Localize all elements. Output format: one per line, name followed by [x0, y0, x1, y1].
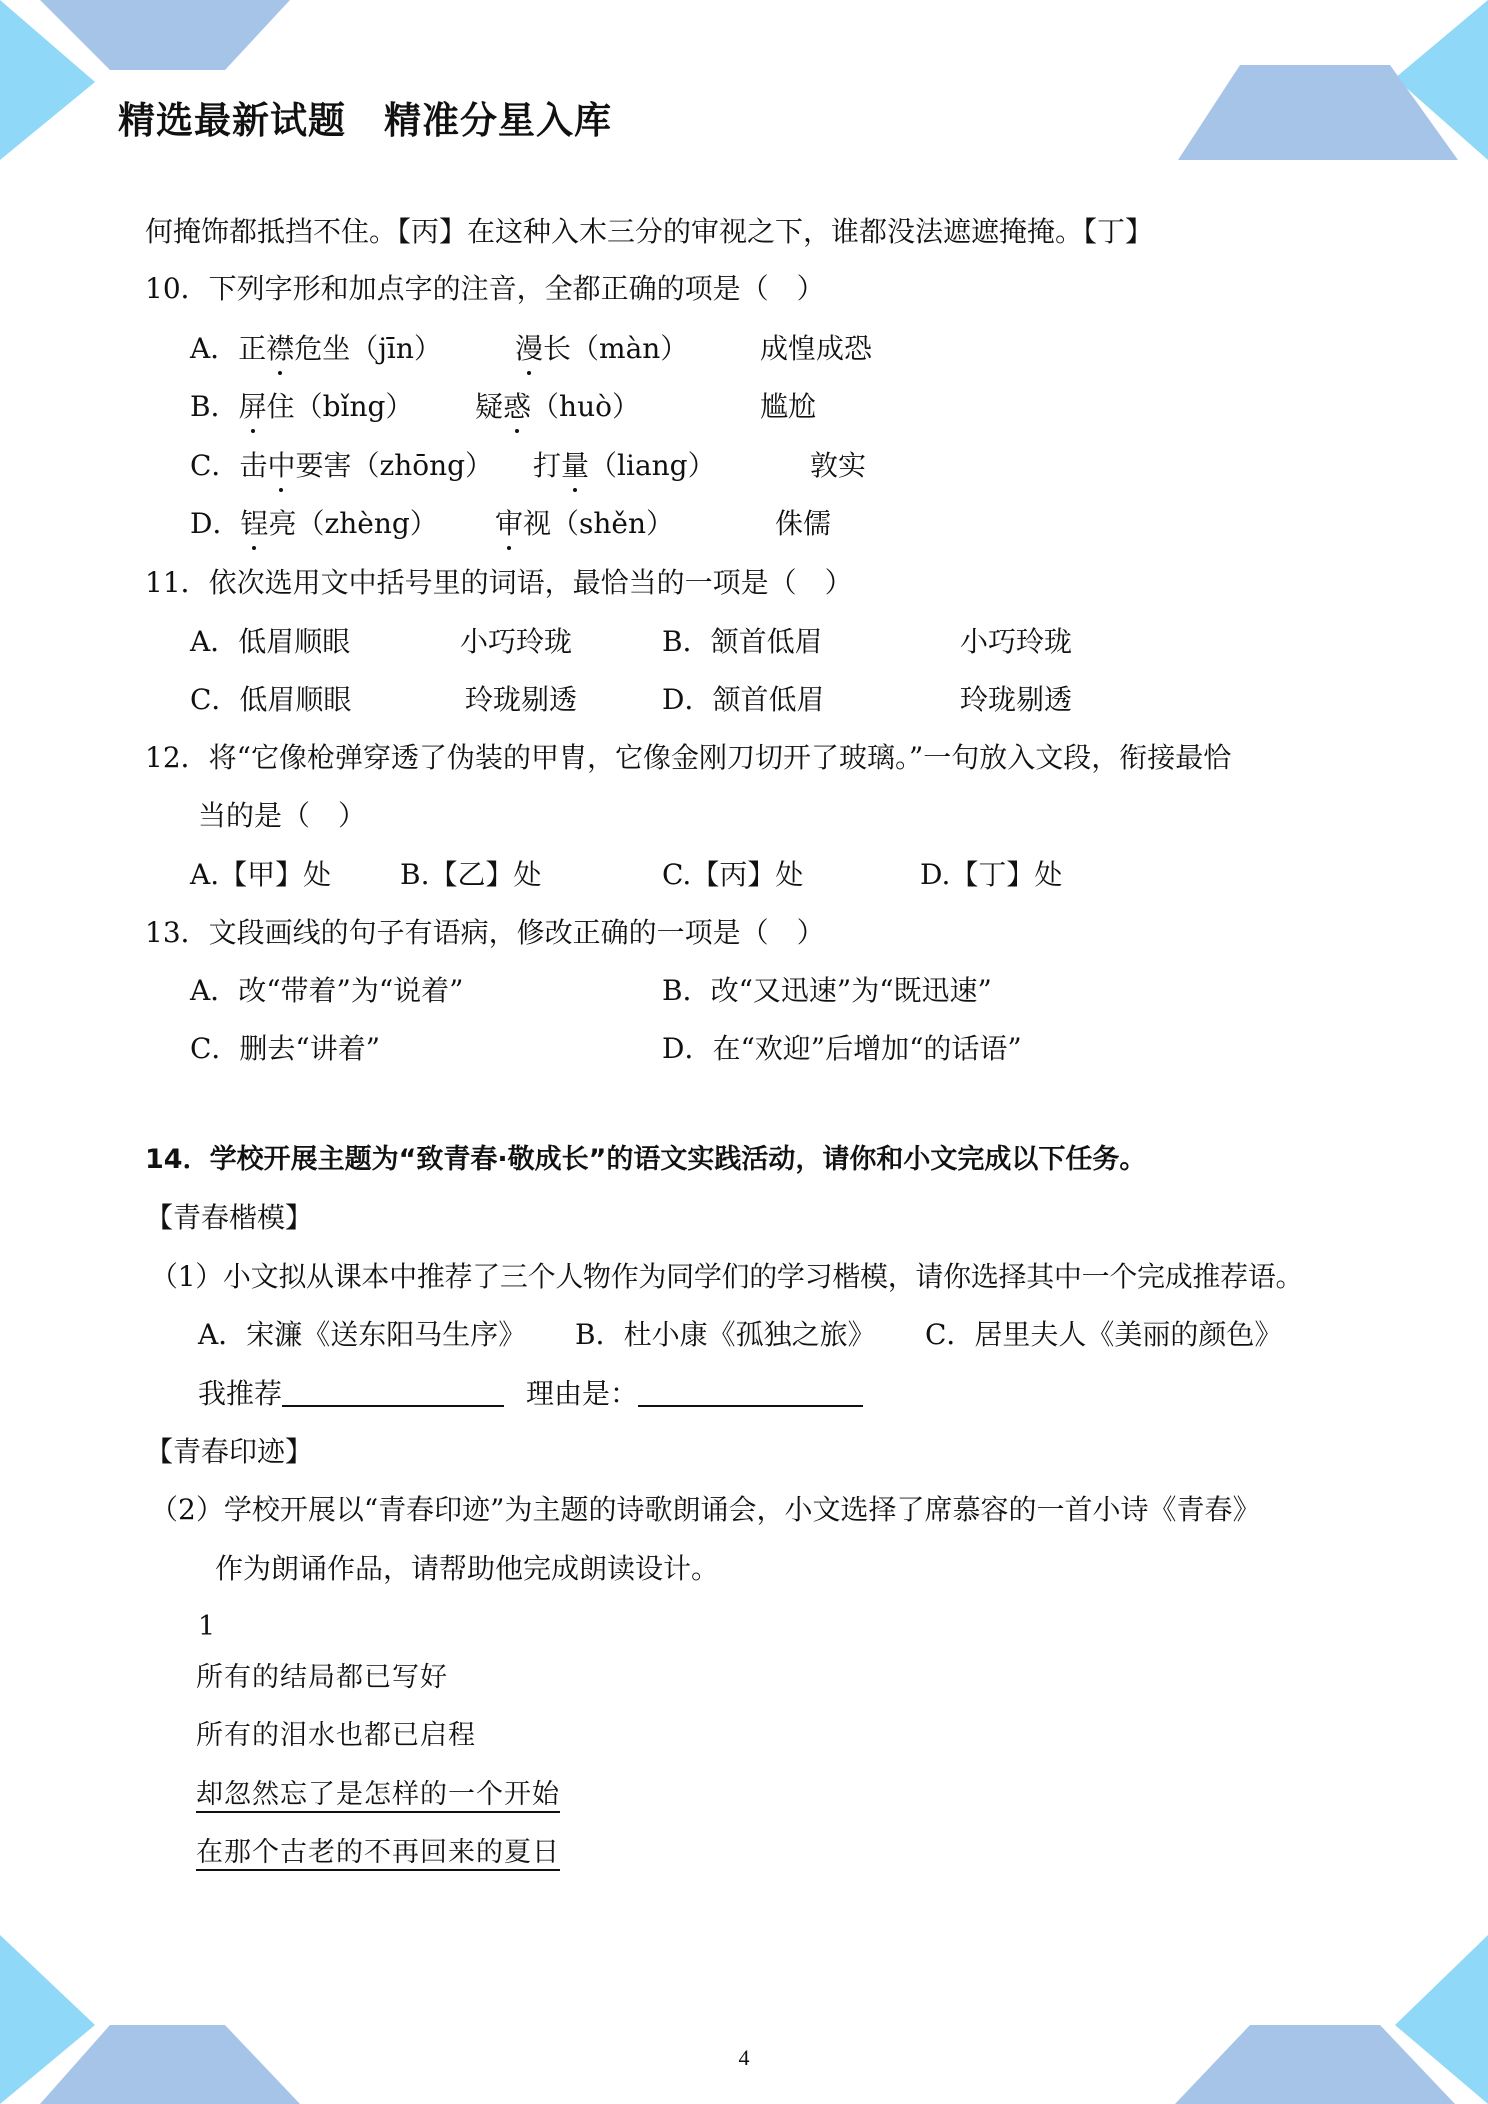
page-number: 4 — [738, 2045, 750, 2070]
emphasis-dot: 量 — [561, 449, 590, 482]
subquestion-2-continued: 作为朗诵作品，请帮助他完成朗读设计。 — [215, 1552, 720, 1585]
reason-blank[interactable] — [638, 1377, 863, 1407]
q11-option-b: B．颔首低眉 — [662, 625, 823, 658]
q10-option-a-word2: 漫长（màn） — [515, 332, 689, 365]
emphasis-dot: 漫 — [515, 332, 544, 365]
q11-option-d: D．颔首低眉 — [662, 683, 825, 716]
question-13: 13．文段画线的句子有语病，修改正确的一项是（ ） — [145, 916, 825, 949]
p1-option-a: A．宋濂《送东阳马生序》 — [198, 1318, 527, 1351]
q10-option-d: D．锃亮（zhèng） — [190, 507, 438, 540]
emphasis-dot: 锃 — [240, 507, 269, 540]
q13-option-b: B．改“又迅速”为“既迅速” — [662, 974, 992, 1007]
q10-option-b-word3: 尴尬 — [760, 390, 817, 423]
emphasis-dot: 惑 — [503, 390, 532, 423]
poem-line-4-underlined: 在那个古老的不再回来的夏日 — [196, 1837, 560, 1868]
q12-option-d: D.【丁】处 — [920, 858, 1063, 891]
q10-option-d-word2: 审视（shěn） — [495, 507, 675, 540]
q10-option-b: B．屏住（bǐng） — [190, 390, 414, 423]
recommend-label: 我推荐 — [198, 1377, 283, 1410]
deco-top-left-trapezoid — [40, 0, 290, 70]
question-11: 11．依次选用文中括号里的词语，最恰当的一项是（ ） — [145, 566, 853, 599]
poem-line-2: 所有的泪水也都已启程 — [196, 1720, 476, 1751]
q12-option-c: C.【丙】处 — [662, 858, 804, 891]
recommend-line — [198, 1376, 863, 1412]
question-14: 14．学校开展主题为“致青春·敬成长”的语文实践活动，请你和小文完成以下任务。 — [145, 1144, 1147, 1175]
poem-line-1: 所有的结局都已写好 — [196, 1662, 448, 1693]
q11-option-c: C．低眉顺眼 — [190, 683, 352, 716]
q10-option-a-word3: 成惶成恐 — [760, 332, 873, 365]
q13-option-a: A．改“带着”为“说着” — [190, 974, 464, 1007]
emphasis-dot: 屏 — [238, 390, 267, 423]
q10-option-c-word2: 打量（liang） — [533, 449, 716, 482]
q13-option-d: D．在“欢迎”后增加“的话语” — [662, 1032, 1022, 1065]
q12-option-b: B.【乙】处 — [400, 858, 542, 891]
passage-continued-line: 何掩饰都抵挡不住。【丙】在这种入木三分的审视之下，谁都没法遮遮掩掩。【丁】 — [145, 215, 1154, 248]
q11-option-b-word2: 小巧玲珑 — [960, 625, 1073, 658]
q11-option-d-word2: 玲珑剔透 — [960, 683, 1073, 716]
emphasis-dot: 审 — [495, 507, 524, 540]
reason-label: 理由是： — [526, 1377, 639, 1410]
question-12: 12．将“它像枪弹穿透了伪装的甲胄，它像金刚刀切开了玻璃。”一句放入文段，衔接最恰 — [145, 741, 1232, 774]
section-youth-trace: 【青春印迹】 — [145, 1435, 314, 1468]
q10-option-a: A．正襟危坐（jīn） — [190, 332, 442, 365]
q13-option-c: C．删去“讲着” — [190, 1032, 381, 1065]
q10-option-d-word3: 侏儒 — [775, 507, 832, 540]
q10-option-c: C．击中要害（zhōng） — [190, 449, 494, 482]
q12-option-a: A.【甲】处 — [190, 858, 332, 891]
poem-stanza-number: 1 — [198, 1611, 217, 1642]
q11-option-a: A．低眉顺眼 — [190, 625, 351, 658]
p1-option-c: C．居里夫人《美丽的颜色》 — [925, 1318, 1283, 1351]
q10-option-b-word2: 疑惑（huò） — [475, 390, 640, 423]
p1-option-b: B．杜小康《孤独之旅》 — [575, 1318, 876, 1351]
q10-option-c-word3: 敦实 — [810, 449, 867, 482]
subquestion-1: （1）小文拟从课本中推荐了三个人物作为同学们的学习楷模，请你选择其中一个完成推荐语。 — [150, 1260, 1304, 1293]
q11-option-a-word2: 小巧玲珑 — [460, 625, 573, 658]
subquestion-2: （2）学校开展以“青春印迹”为主题的诗歌朗诵会，小文选择了席慕容的一首小诗《青春》 — [150, 1493, 1261, 1526]
section-youth-model: 【青春楷模】 — [145, 1201, 314, 1234]
header-title: 精选最新试题 精准分星入库 — [118, 99, 612, 142]
q11-option-c-word2: 玲珑剔透 — [465, 683, 578, 716]
poem-line-3-underlined: 却忽然忘了是怎样的一个开始 — [196, 1779, 560, 1810]
emphasis-dot: 中 — [267, 449, 296, 482]
question-10: 10．下列字形和加点字的注音，全都正确的项是（ ） — [145, 272, 825, 305]
emphasis-dot: 襟 — [266, 332, 295, 365]
recommend-blank[interactable] — [282, 1377, 504, 1407]
question-12-continued: 当的是（ ） — [198, 799, 367, 832]
